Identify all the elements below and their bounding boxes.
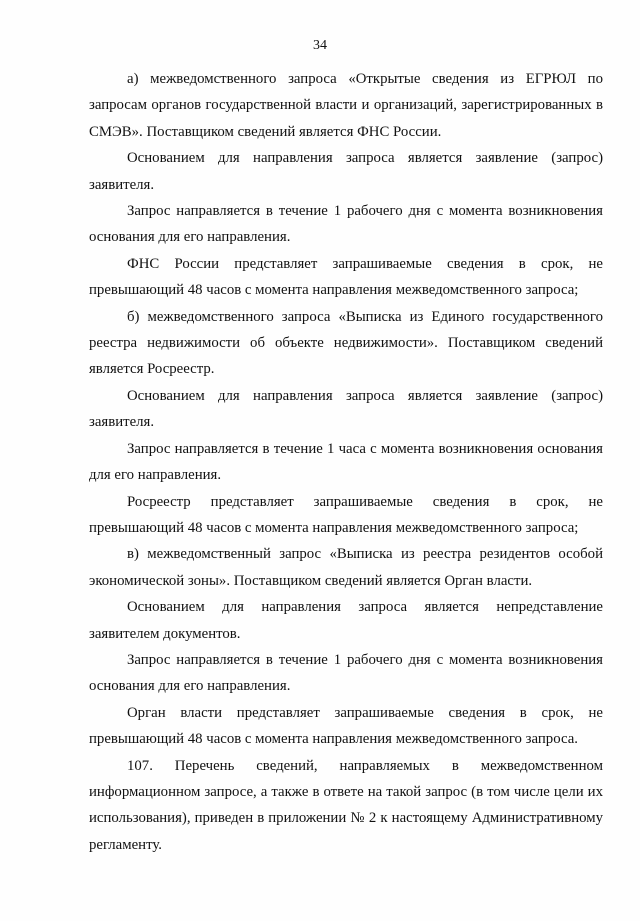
- paragraph: Основанием для направления запроса является заявление (запрос) заявителя.: [89, 150, 603, 193]
- paragraph: б) межведомственного запроса «Выписка из Единого государственного реестра недвижимости об объекте недвижимости». Поставщиком сведений является Росреестр.: [89, 308, 603, 378]
- paragraph: а) межведомственного запроса «Открытые сведения из ЕГРЮЛ по запросам органов государственной власти и организаций, зарегистрированных в СМЭВ». Поставщиком сведений является ФНС России.: [89, 71, 603, 140]
- paragraph: Орган власти представляет запрашиваемые сведения в срок, не превышающий 48 часов с момента направления межведомственного запроса.: [89, 704, 603, 748]
- paragraph: Основанием для направления запроса является непредставление заявителем документов.: [89, 599, 603, 642]
- page-number: 34: [313, 38, 327, 53]
- paragraph: 107. Перечень сведений, направляемых в межведомственном информационном запросе, а также в ответе на такой запрос (в том числе цели их использования), приведен в приложении № 2 к настоящему Административному регламенту.: [89, 757, 603, 853]
- paragraph: ФНС России представляет запрашиваемые сведения в срок, не превышающий 48 часов с момента направления межведомственного запроса;: [89, 255, 603, 299]
- paragraph: Запрос направляется в течение 1 часа с момента возникновения основания для его направления.: [89, 440, 603, 484]
- paragraph: Основанием для направления запроса является заявление (запрос) заявителя.: [89, 387, 603, 431]
- paragraph: в) межведомственный запрос «Выписка из реестра резидентов особой экономической зоны». Поставщиком сведений является Орган власти.: [89, 546, 603, 589]
- document-body: [89, 66, 603, 858]
- paragraph: Запрос направляется в течение 1 рабочего дня с момента возникновения основания для его направления.: [89, 203, 603, 246]
- paragraph: Запрос направляется в течение 1 рабочего дня с момента возникновения основания для его направления.: [89, 651, 603, 695]
- paragraph: Росреестр представляет запрашиваемые сведения в срок, не превышающий 48 часов с момента направления межведомственного запроса;: [89, 493, 603, 536]
